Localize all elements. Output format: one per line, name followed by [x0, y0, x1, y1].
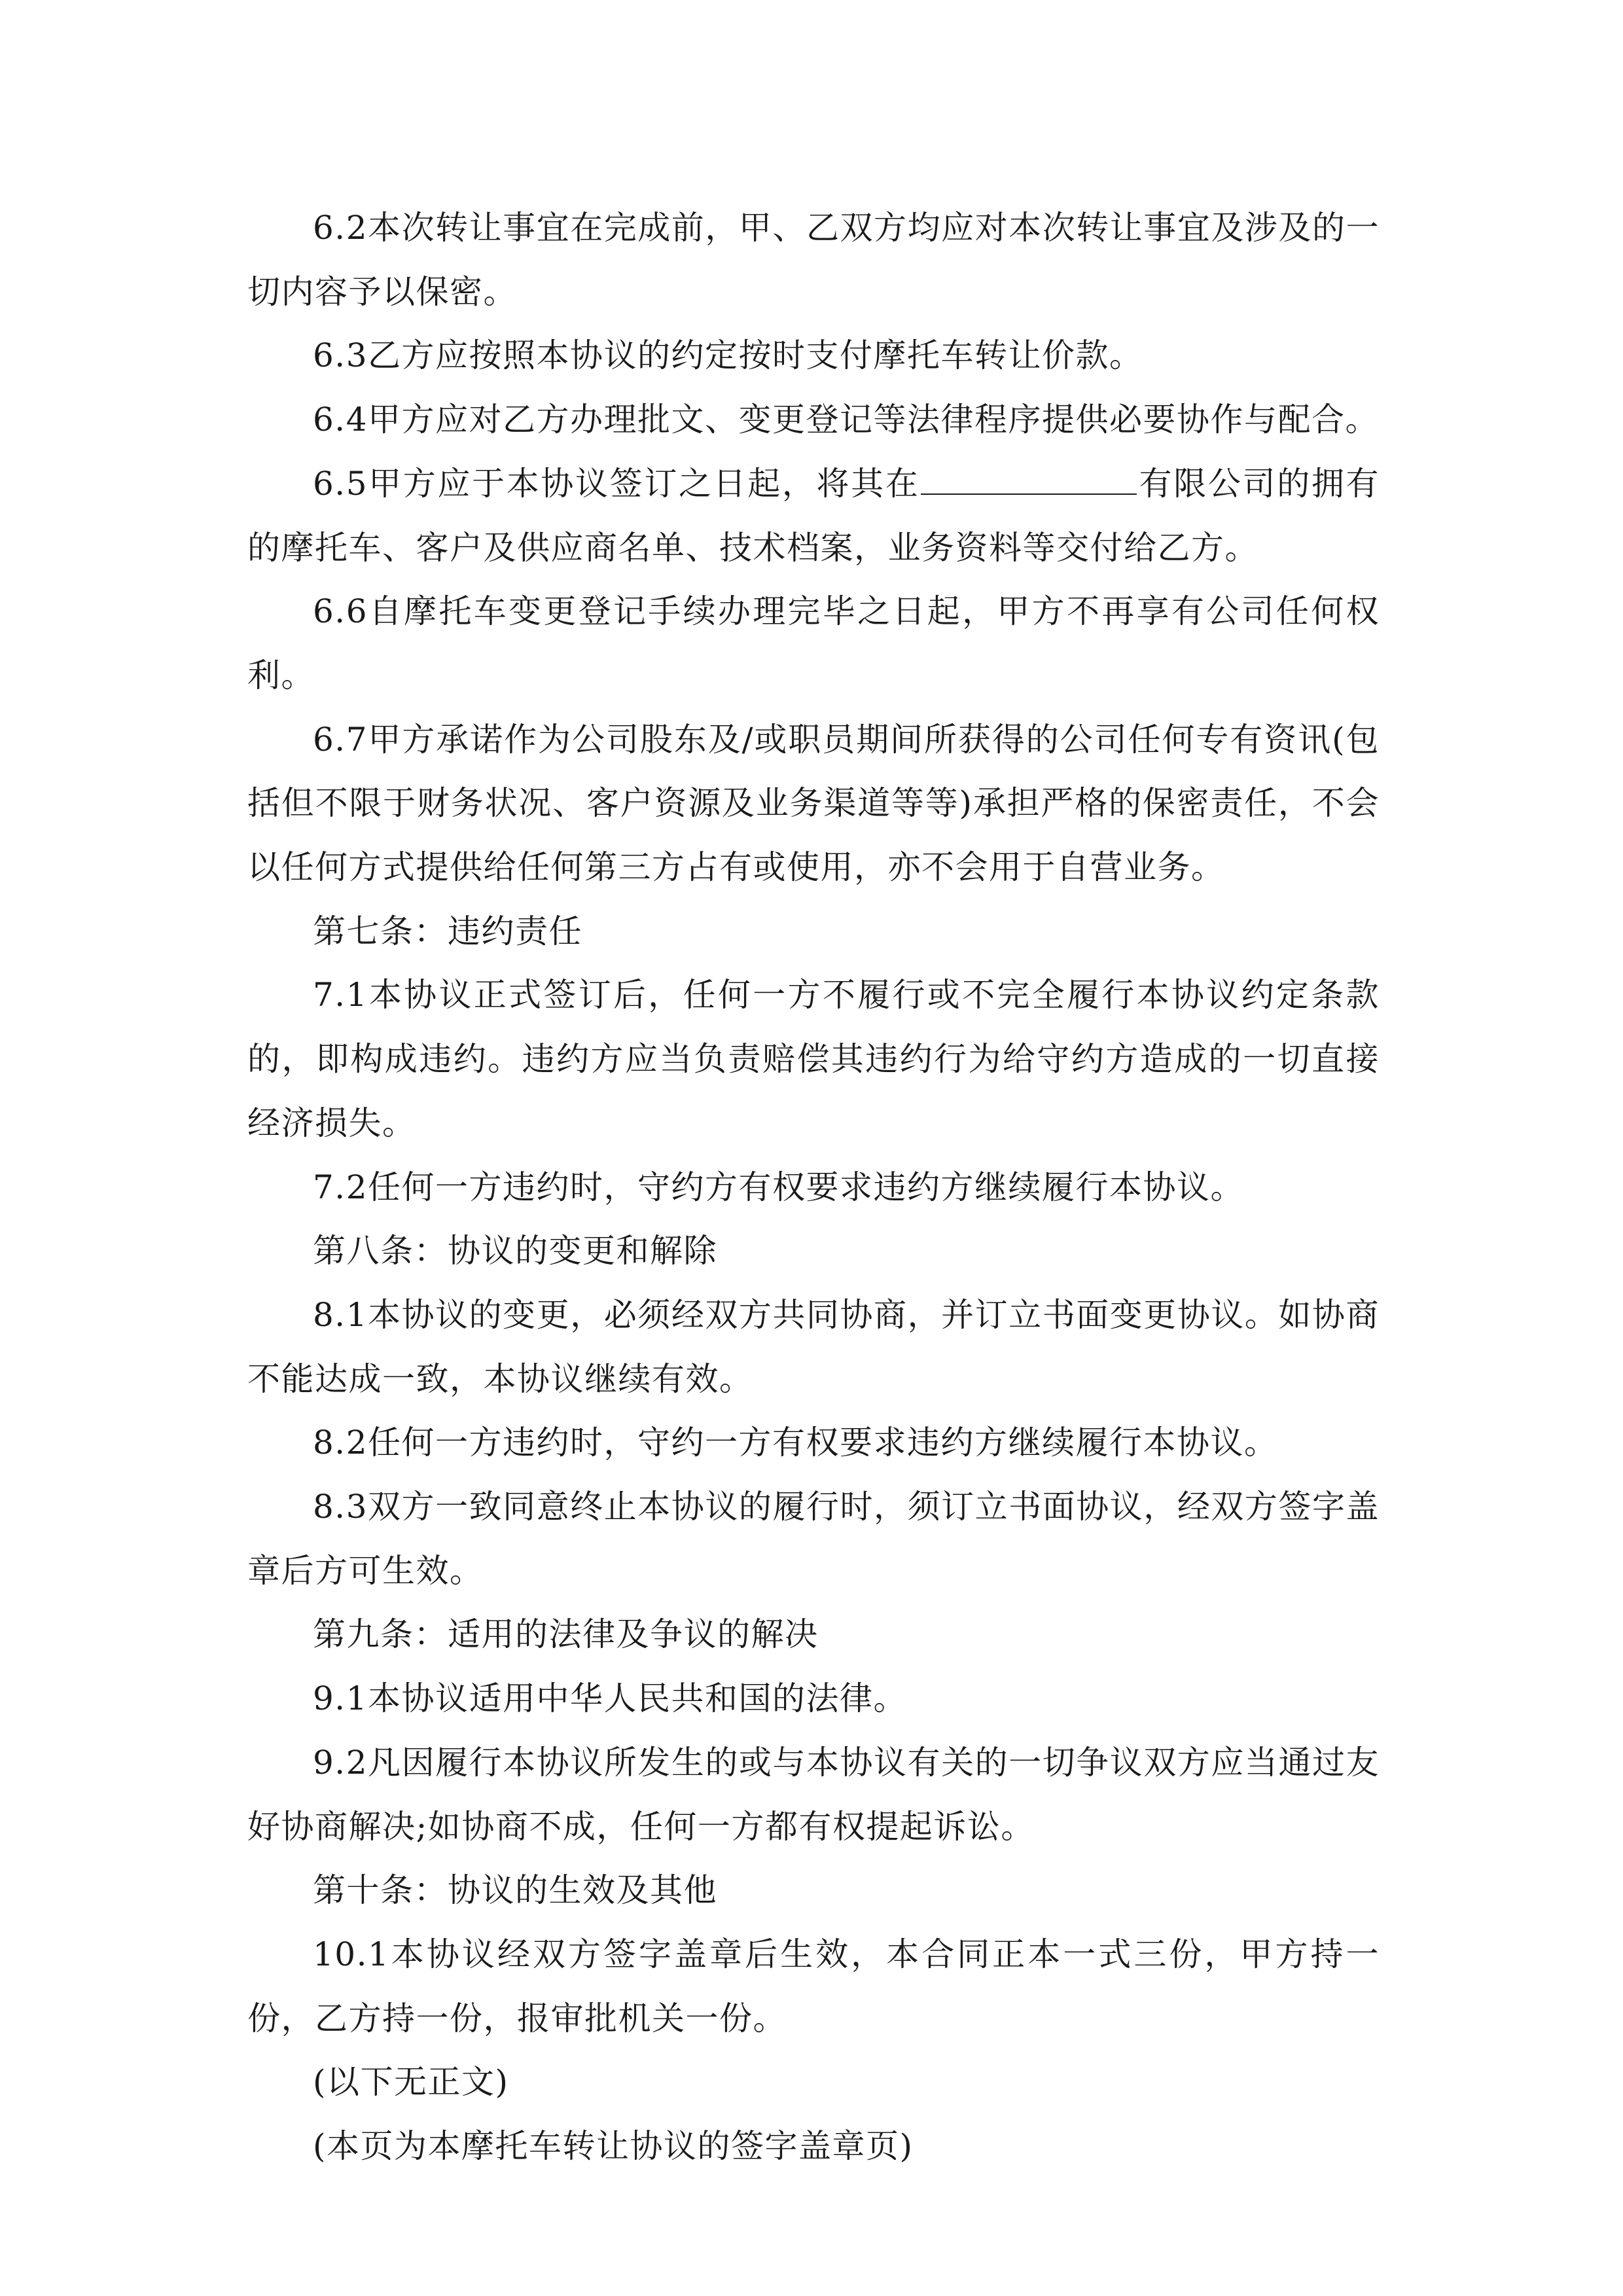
clause-9-1: 9.1本协议适用中华人民共和国的法律。 [313, 1679, 908, 1718]
clause-6-5-before: 6.5甲方应于本协议签订之日起，将其在 [313, 464, 920, 503]
clause-8-3: 8.3双方一致同意终止本协议的履行时，须订立书面协议，经双方签字盖章后方可生效。 [247, 1488, 1380, 1590]
clause-6-5 [247, 452, 1380, 580]
clause-6-3: 6.3乙方应按照本协议的约定按时支付摩托车转让价款。 [313, 336, 1143, 375]
article-7-heading: 第七条：违约责任 [313, 912, 582, 950]
clause-7-1: 7.1本协议正式签订后，任何一方不履行或不完全履行本协议约定条款的，即构成违约。违约方应当负责赔偿其违约行为给守约方造成的一切直接经济损失。 [247, 976, 1380, 1142]
article-8-heading: 第八条：协议的变更和解除 [313, 1232, 717, 1270]
clause-6-5-after: 有限公司的拥有的摩托车、客户及供应商名单、技术档案，业务资料等交付给乙方。 [247, 464, 1380, 567]
clause-6-7: 6.7甲方承诺作为公司股东及/或职员期间所获得的公司任何专有资讯(包括但不限于财务状况、客户资源及业务渠道等等)承担严格的保密责任，不会以任何方式提供给任何第三方占有或使用，亦不会用于自营业务。 [247, 720, 1380, 887]
clause-8-1: 8.1本协议的变更，必须经双方共同协商，并订立书面变更协议。如协商不能达成一致，本协议继续有效。 [247, 1295, 1380, 1398]
clause-8-2: 8.2任何一方违约时，守约一方有权要求违约方继续履行本协议。 [313, 1424, 1278, 1462]
clause-6-2: 6.2本次转让事宜在完成前，甲、乙双方均应对本次转让事宜及涉及的一切内容予以保密。 [247, 209, 1380, 311]
clause-7-2: 7.2任何一方违约时，守约方有权要求违约方继续履行本协议。 [313, 1168, 1245, 1206]
clause-9-2: 9.2凡因履行本协议所发生的或与本协议有关的一切争议双方应当通过友好协商解决;如协商不成，任何一方都有权提起诉讼。 [247, 1743, 1380, 1846]
no-further-text-note: (以下无正文) [313, 2063, 509, 2102]
signature-page-note: (本页为本摩托车转让协议的签字盖章页) [313, 2127, 914, 2166]
company-name-blank [921, 456, 1137, 495]
clause-6-4: 6.4甲方应对乙方办理批文、变更登记等法律程序提供必要协作与配合。 [313, 401, 1380, 439]
clause-10-1: 10.1本协议经双方签字盖章后生效，本合同正本一式三份，甲方持一份，乙方持一份，报审批机关一份。 [247, 1935, 1380, 2037]
article-9-heading: 第九条：适用的法律及争议的解决 [313, 1615, 819, 1654]
article-10-heading: 第十条：协议的生效及其他 [313, 1871, 717, 1910]
document-body [247, 196, 1380, 2179]
clause-6-6: 6.6自摩托车变更登记手续办理完毕之日起，甲方不再享有公司任何权利。 [247, 592, 1380, 694]
